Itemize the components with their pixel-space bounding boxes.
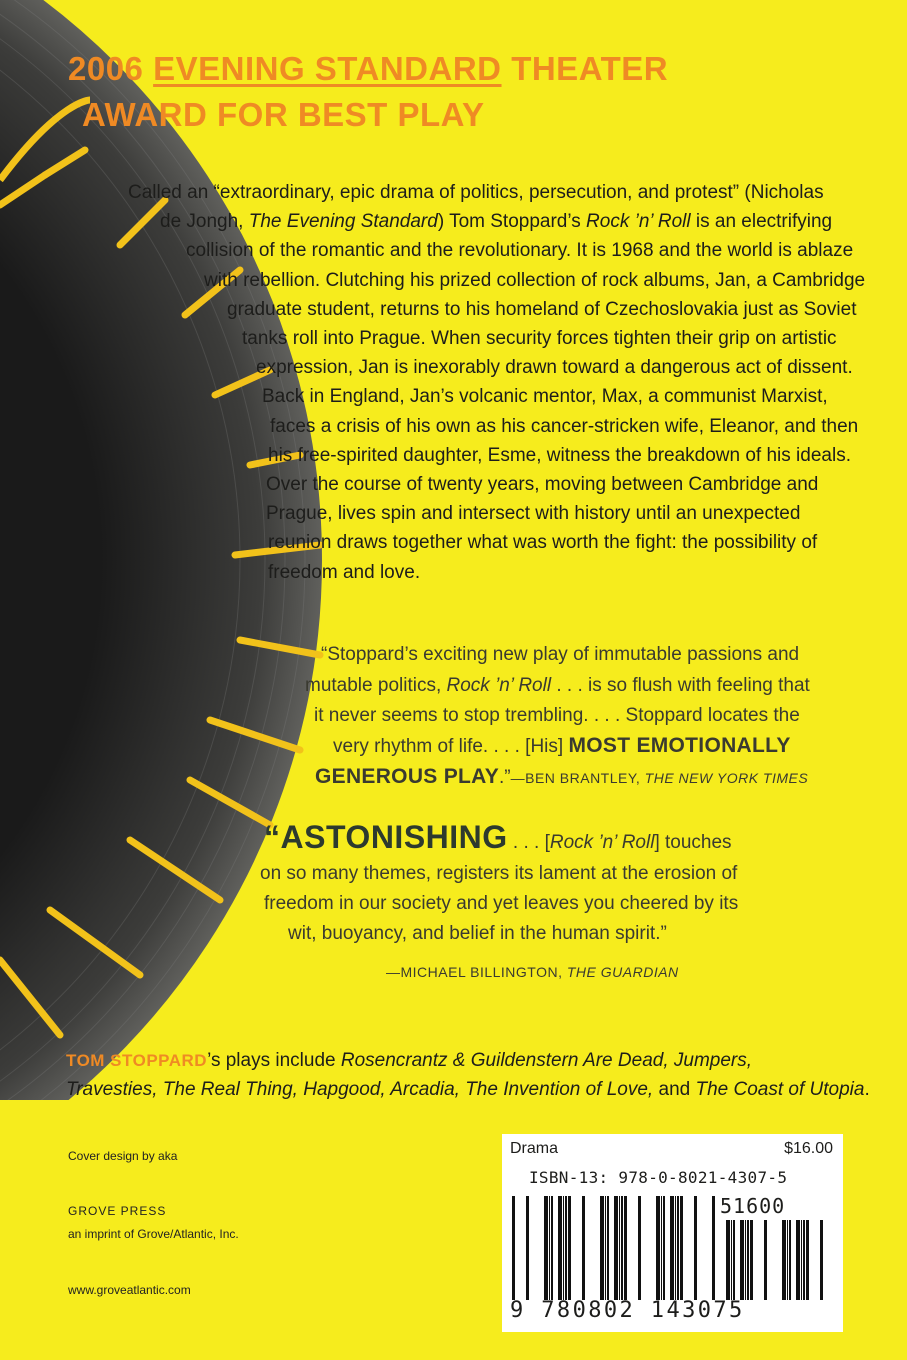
quote-line: freedom in our society and yet leaves you cheered by its: [264, 893, 739, 914]
barcode-bar: [661, 1196, 662, 1300]
quote-attribution: —MICHAEL BILLINGTON, THE GUARDIAN: [386, 964, 679, 980]
barcode-bar: [677, 1196, 679, 1300]
barcode-bar: [600, 1196, 604, 1300]
publisher-website: www.groveatlantic.com: [68, 1283, 191, 1297]
barcode-panel: [502, 1134, 843, 1332]
barcode-bar: [675, 1196, 676, 1300]
description-line: faces a crisis of his own as his cancer-stricken wife, Eleanor, and then: [270, 416, 859, 437]
cover-design-credit: Cover design by aka: [68, 1149, 178, 1163]
barcode-bar: [619, 1196, 620, 1300]
barcode-bar: [526, 1196, 529, 1300]
barcode-bar: [726, 1220, 730, 1300]
barcode-bar: [820, 1220, 823, 1300]
barcode-bar: [558, 1196, 562, 1300]
barcode-bar: [512, 1196, 515, 1300]
barcode-bar: [796, 1220, 800, 1300]
barcode-bar: [568, 1196, 571, 1300]
barcode-bar: [789, 1220, 791, 1300]
description-line: graduate student, returns to his homeland of Czechoslovakia just as Soviet: [227, 299, 857, 320]
description-line: Prague, lives spin and intersect with history until an unexpected: [266, 503, 801, 524]
price-label: $16.00: [784, 1140, 833, 1157]
award-theater: THEATER: [511, 50, 669, 87]
barcode-bar: [624, 1196, 627, 1300]
isbn-label: ISBN-13: 978-0-8021-4307-5: [529, 1168, 788, 1187]
quote-line: on so many themes, registers its lament at the erosion of: [260, 863, 738, 884]
barcode-bar: [621, 1196, 623, 1300]
description-line: reunion draws together what was worth the fight: the possibility of: [268, 532, 818, 553]
barcode-bar: [740, 1220, 744, 1300]
award-year: 2006: [68, 50, 144, 87]
quote-line: very rhythm of life. . . . [His] MOST EMOTIONALLY: [333, 734, 791, 757]
barcode-bar: [549, 1196, 550, 1300]
quote-line: mutable politics, Rock ’n’ Roll . . . is so flush with feeling that: [305, 675, 810, 696]
description-line: tanks roll into Prague. When security forces tighten their grip on artistic: [242, 328, 837, 349]
quote-line: “ASTONISHING . . . [Rock ’n’ Roll] touches: [264, 819, 732, 855]
barcode-bar: [605, 1196, 606, 1300]
barcode-bar: [670, 1196, 674, 1300]
barcode-bar: [764, 1220, 767, 1300]
barcode-bar: [607, 1196, 609, 1300]
barcode-bar: [712, 1196, 715, 1300]
description-line: Called an “extraordinary, epic drama of politics, persecution, and protest” (Nicholas: [128, 182, 824, 203]
barcode-bar: [565, 1196, 567, 1300]
barcode-bar: [694, 1196, 697, 1300]
barcode-bar: [782, 1220, 786, 1300]
author-line: TOM STOPPARD’s plays include Rosencrantz & Guildenstern Are Dead, Jumpers,: [66, 1050, 753, 1071]
genre-label: Drama: [510, 1140, 559, 1157]
award-best-play: AWARD FOR BEST PLAY: [82, 96, 485, 133]
barcode-bar: [663, 1196, 665, 1300]
barcode-bar: [745, 1220, 746, 1300]
description-line: Back in England, Jan’s volcanic mentor, Max, a communist Marxist,: [262, 386, 828, 407]
quote-line: wit, buoyancy, and belief in the human spirit.”: [288, 923, 667, 944]
description-line: freedom and love.: [268, 562, 421, 583]
barcode-bar: [803, 1220, 805, 1300]
publisher-name: GROVE PRESS: [68, 1204, 167, 1218]
author-name: TOM STOPPARD: [66, 1051, 208, 1070]
barcode-bar: [551, 1196, 553, 1300]
barcode-bar: [733, 1220, 735, 1300]
award-headline: [68, 46, 888, 138]
barcode-bar: [801, 1220, 802, 1300]
barcode-bar: [750, 1220, 753, 1300]
barcode-bar: [731, 1220, 732, 1300]
quote-line: GENEROUS PLAY.”—BEN BRANTLEY, THE NEW YORK TIMES: [315, 765, 809, 788]
barcode-bar: [544, 1196, 548, 1300]
description-line: with rebellion. Clutching his prized collection of rock albums, Jan, a Cambridge: [204, 270, 866, 291]
quote-line: it never seems to stop trembling. . . . Stoppard locates the: [314, 705, 800, 726]
barcode-bar: [680, 1196, 683, 1300]
barcode-bar: [787, 1220, 788, 1300]
barcode-bar: [656, 1196, 660, 1300]
barcode-bar: [638, 1196, 641, 1300]
barcode-bar: [806, 1220, 809, 1300]
barcode-digits: 9 780802 143075: [510, 1298, 745, 1323]
barcode-bar: [582, 1196, 585, 1300]
award-evening-standard: EVENING STANDARD: [153, 50, 502, 87]
price-barcode: [720, 1220, 835, 1300]
author-line: Travesties, The Real Thing, Hapgood, Arcadia, The Invention of Love, and The Coast of Utopia.: [66, 1079, 870, 1100]
quote-attribution: —BEN BRANTLEY,: [510, 770, 645, 786]
description-line: his free-spirited daughter, Esme, witness the breakdown of his ideals.: [268, 445, 851, 466]
barcode-bar: [563, 1196, 564, 1300]
price-code: 51600: [720, 1194, 786, 1218]
description-line: collision of the romantic and the revolutionary. It is 1968 and the world is ablaze: [186, 240, 854, 261]
description-line: de Jongh, The Evening Standard) Tom Stoppard’s Rock ’n’ Roll is an electrifying: [160, 211, 833, 232]
barcode-bar: [614, 1196, 618, 1300]
quote-line: “Stoppard’s exciting new play of immutable passions and: [321, 644, 800, 665]
description-line: expression, Jan is inexorably drawn toward a dangerous act of dissent.: [256, 357, 853, 378]
isbn-barcode: [510, 1196, 715, 1300]
barcode-bar: [747, 1220, 749, 1300]
description-line: Over the course of twenty years, moving between Cambridge and: [266, 474, 819, 495]
publisher-imprint: an imprint of Grove/Atlantic, Inc.: [68, 1227, 239, 1241]
